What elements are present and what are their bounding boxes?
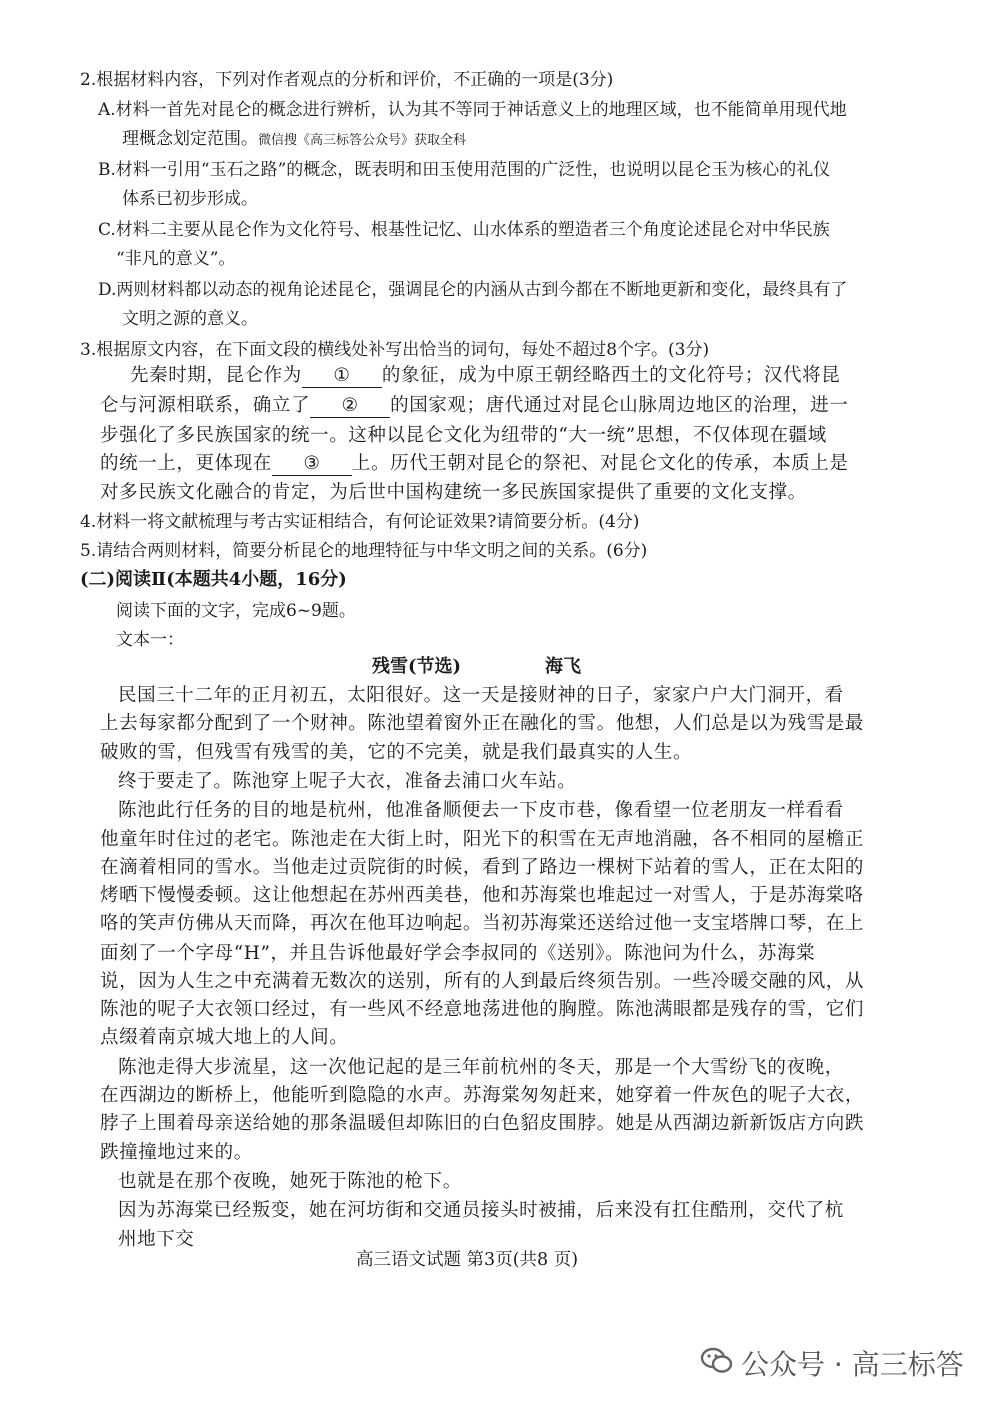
story-line: 说，因为人生之中充满着无数次的送别，所有的人到最后终须告别。一些冷暖交融的风，从 — [100, 971, 865, 992]
story-line: 上去每家都分配到了一个财神。陈池望着窗外正在融化的雪。他想，人们总是以为残雪是最 — [100, 713, 865, 734]
q3-passage-line4 — [100, 452, 849, 476]
q2-option-c-line1: C.材料二主要从昆仑作为文化符号、根基性记忆、山水体系的塑造者三个角度论述昆仑对中华民族 — [98, 220, 830, 240]
wechat-icon — [700, 1346, 734, 1376]
q2-option-a-text: 理概念划定范围。 — [122, 129, 258, 149]
story-line: 破败的雪，但残雪有残雪的美，它的不完美，就是我们最真实的人生。 — [100, 742, 693, 763]
story-line: 跌撞撞地过来的。 — [100, 1142, 253, 1163]
story-title: 残雪(节选) — [372, 656, 462, 677]
q3-passage-line3: 步强化了多民族国家的统一。这种以昆仑文化为纽带的“大一统”思想，不仅体现在疆域 — [100, 425, 827, 446]
text-one-label: 文本一： — [116, 630, 184, 650]
story-line: 他童年时住过的老宅。陈池走在大街上时，阳光下的积雪在无声地消融，各不相同的屋檐正 — [100, 829, 865, 850]
q2-option-c-line2: “非凡的意义”。 — [116, 249, 236, 269]
q2-option-d-line1: D.两则材料都以动态的视角论述昆仑，强调昆仑的内涵从古到今都在不断地更新和变化，最终具有了 — [98, 280, 848, 300]
q3-blank-2[interactable]: ② — [310, 395, 390, 418]
story-line: 陈池的呢子大衣领口经过，有一些风不经意地荡进他的胸膛。陈池满眼都是残存的雪，它们 — [100, 999, 865, 1020]
story-line: 因为苏海棠已经叛变，她在河坊街和交通员接头时被捕，后来没有扛住酷刑，交代了杭 — [118, 1200, 844, 1221]
q3-blank-3[interactable]: ③ — [272, 453, 352, 476]
story-line: 州地下交 — [118, 1229, 195, 1250]
story-line: 陈池此行任务的目的地是杭州，他准备顺便去一下皮市巷，像看望一位老朋友一样看看 — [118, 800, 844, 821]
q3-stem: 3.根据原文内容，在下面文段的横线处补写出恰当的词句，每处不超过8个字。(3分) — [80, 340, 710, 360]
story-author: 海飞 — [545, 656, 581, 677]
q2-option-b-line2: 体系已初步形成。 — [122, 189, 258, 209]
watermark-text: 公众号 · 高三标答 — [741, 1348, 964, 1381]
story-line: 在西湖边的断桥上，他能听到隐隐的水声。苏海棠匆匆赶来，她穿着一件灰色的呢子大衣， — [100, 1085, 865, 1106]
q3-text: 的国家观；唐代通过对昆仑山脉周边地区的治理，进一 — [390, 395, 849, 416]
q3-passage-line5: 对多民族文化融合的肯定，为后世中国构建统一多民族国家提供了重要的文化支撑。 — [100, 482, 807, 503]
story-line: 陈池走得大步流星，这一次他记起的是三年前杭州的冬天，那是一个大雪纷飞的夜晚， — [118, 1057, 844, 1078]
story-line: 点缀着南京城大地上的人间。 — [100, 1027, 349, 1048]
story-line: 脖子上围着母亲送给她的那条温暖但却陈旧的白色貂皮围脖。她是从西湖边新新饭店方向跌 — [100, 1113, 865, 1134]
q2-option-a-note: 微信搜《高三标答公众号》获取全科 — [258, 133, 467, 148]
q3-text: 的统一上，更体现在 — [100, 453, 272, 474]
story-line: 面刻了一个字母“H”，并且告诉他最好学会李叔同的《送别》。陈池问为什么，苏海棠 — [100, 943, 816, 964]
story-line: 烤晒下慢慢委顿。这让他想起在苏州西美巷，他和苏海棠也堆起过一对雪人，于是苏海棠咯 — [100, 885, 865, 906]
q2-option-d-line2: 文明之源的意义。 — [122, 309, 258, 329]
story-line: 咯的笑声仿佛从天而降，再次在他耳边响起。当初苏海棠还送给过他一支宝塔牌口琴，在上 — [100, 913, 865, 934]
q5-stem: 5.请结合两则材料，简要分析昆仑的地理特征与中华文明之间的关系。(6分) — [80, 541, 648, 561]
q3-passage-line1 — [130, 364, 840, 388]
q2-option-b-line1: B.材料一引用“玉石之路”的概念，既表明和田玉使用范围的广泛性，也说明以昆仑玉为核心的礼仪 — [98, 160, 831, 180]
q4-stem: 4.材料一将文献梳理与考古实证相结合，有何论证效果?请简要分析。(4分) — [80, 512, 640, 532]
story-line: 终于要走了。陈池穿上呢子大衣，准备去浦口火车站。 — [118, 771, 577, 792]
q2-stem: 2.根据材料内容，下列对作者观点的分析和评价，不正确的一项是(3分) — [80, 70, 614, 90]
q2-option-a-line1: A.材料一首先对昆仑的概念进行辨析，认为其不等同于神话意义上的地理区域，也不能简单用现代地 — [98, 100, 847, 120]
q3-blank-1[interactable]: ① — [302, 365, 382, 388]
q3-text: 仑与河源相联系，确立了 — [100, 395, 311, 416]
q2-option-a-line2 — [122, 127, 466, 153]
q3-text: 先秦时期，昆仑作为 — [130, 365, 302, 386]
q3-passage-line2 — [100, 394, 849, 418]
q3-text: 上。历代王朝对昆仑的祭祀、对昆仑文化的传承，本质上是 — [351, 453, 849, 474]
q3-text: 的象征，成为中原王朝经略西土的文化符号；汉代将昆 — [381, 365, 841, 386]
page-footer: 高三语文试题 第3页(共8 页) — [356, 1250, 579, 1270]
story-line: 也就是在那个夜晚，她死于陈池的枪下。 — [118, 1171, 462, 1192]
section2-heading: (二)阅读Ⅱ(本题共4小题，16分) — [80, 569, 347, 590]
story-line: 在滴着相同的雪水。当他走过贡院街的时候，看到了路边一棵树下站着的雪人，正在太阳的 — [100, 857, 865, 878]
story-line: 民国三十二年的正月初五，太阳很好。这一天是接财神的日子，家家户户大门洞开，看 — [118, 685, 844, 706]
section2-instruction: 阅读下面的文字，完成6~9题。 — [116, 601, 356, 621]
